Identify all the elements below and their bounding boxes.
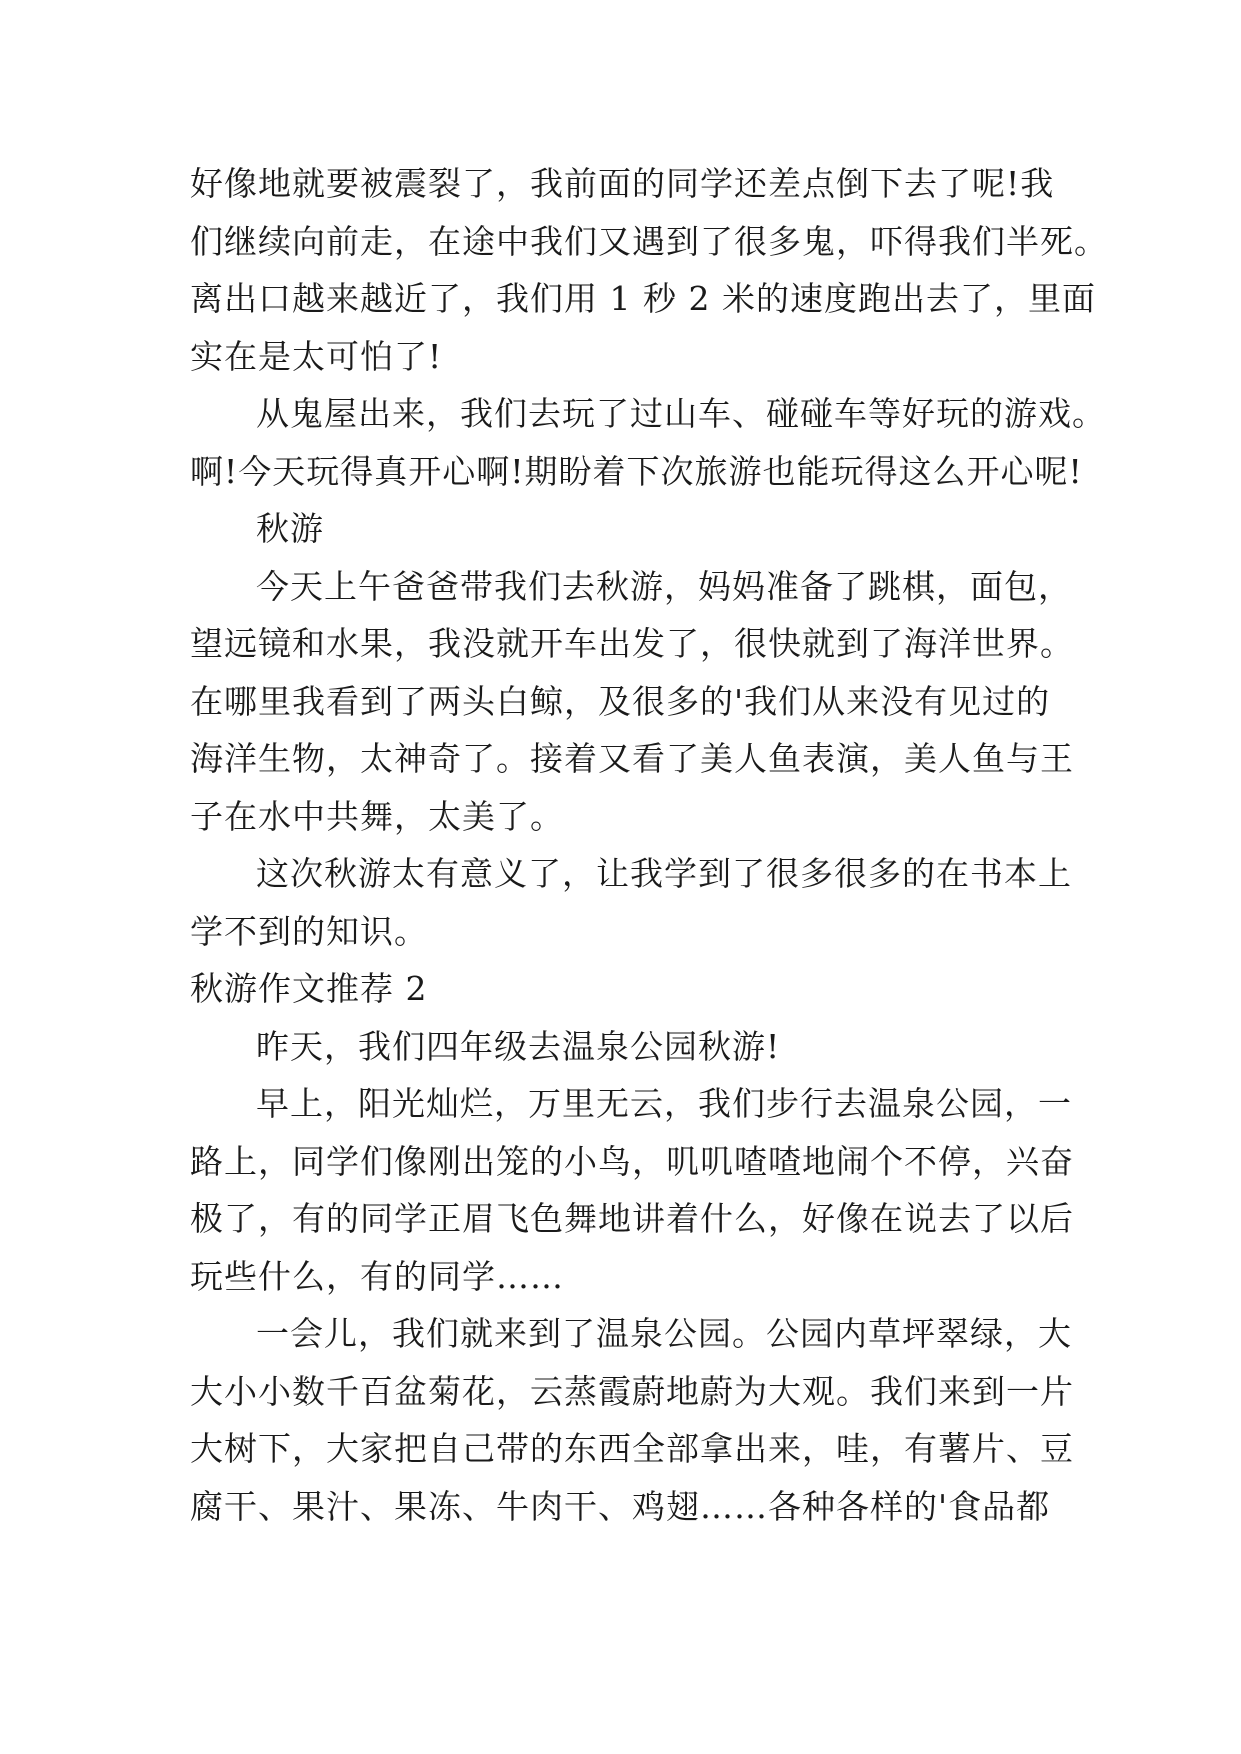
text-line: 今天上午爸爸带我们去秋游，妈妈准备了跳棋，面包， [256,566,1072,606]
text-line: 大小小数千百盆菊花，云蒸霞蔚地蔚为大观。我们来到一片 [190,1371,1074,1411]
text-line: 一会儿，我们就来到了温泉公园。公园内草坪翠绿，大 [256,1314,1072,1353]
text-line: 们继续向前走，在途中我们又遇到了很多鬼，吓得我们半死。 [190,221,1108,261]
text-line: 玩些什么，有的同学…… [190,1256,564,1296]
text-line: 腐干、果汁、果冻、牛肉干、鸡翅……各种各样的'食品都 [190,1486,1051,1526]
essay-heading: 秋游作文推荐 2 [190,969,428,1008]
text-line: 海洋生物，太神奇了。接着又看了美人鱼表演，美人鱼与王 [190,739,1074,778]
text-line: 大树下，大家把自己带的东西全部拿出来，哇，有薯片、豆 [190,1429,1074,1468]
text-line: 啊!今天玩得真开心啊!期盼着下次旅游也能玩得这么开心呢! [190,451,1083,491]
text-line: 极了，有的同学正眉飞色舞地讲着什么，好像在说去了以后 [190,1199,1074,1238]
text-line: 望远镜和水果，我没就开车出发了，很快就到了海洋世界。 [190,624,1074,663]
text-line: 从鬼屋出来，我们去玩了过山车、碰碰车等好玩的游戏。 [256,394,1106,433]
text-line: 昨天，我们四年级去温泉公园秋游! [256,1026,781,1066]
text-line: 实在是太可怕了! [190,336,443,376]
document-body [190,155,1108,1535]
text-line: 早上，阳光灿烂，万里无云，我们步行去温泉公园，一 [256,1084,1072,1123]
text-line: 离出口越来越近了，我们用 1 秒 2 米的速度跑出去了，里面 [190,279,1096,318]
text-line: 好像地就要被震裂了，我前面的同学还差点倒下去了呢!我 [190,164,1055,203]
text-line: 在哪里我看到了两头白鲸，及很多的'我们从来没有见过的 [190,681,1051,721]
text-line: 路上，同学们像刚出笼的小鸟，叽叽喳喳地闹个不停，兴奋 [190,1141,1074,1181]
text-line: 学不到的知识。 [190,911,428,951]
text-line: 子在水中共舞，太美了。 [190,796,564,836]
section-title: 秋游 [256,509,324,548]
text-line: 这次秋游太有意义了，让我学到了很多很多的在书本上 [256,854,1072,893]
